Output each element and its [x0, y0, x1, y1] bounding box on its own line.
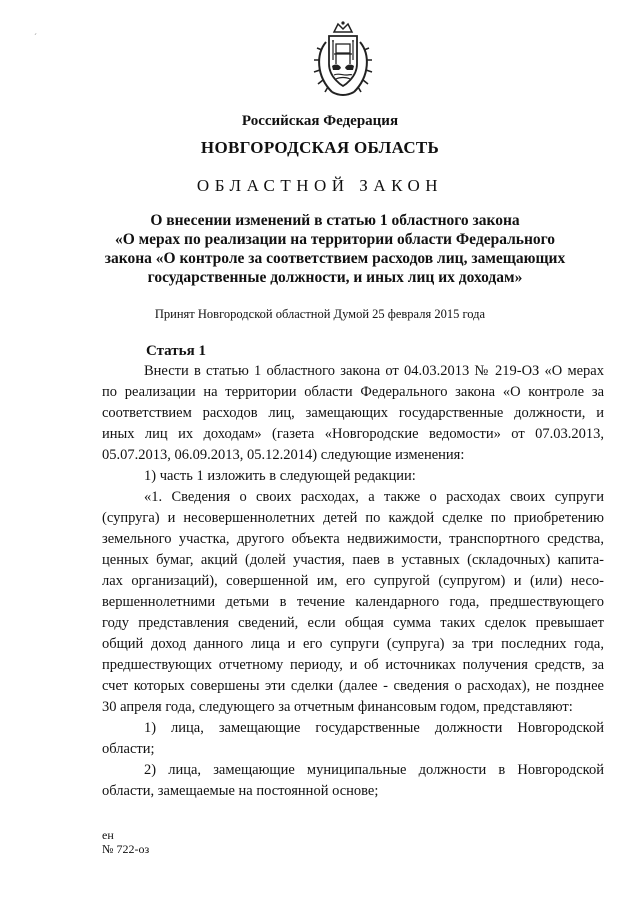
- body-line: по реализации на территории области Федерального закона «О контроле за: [102, 384, 604, 400]
- body-line: Внести в статью 1 областного закона от 04.03.2013 № 219-ОЗ «О мерах: [144, 363, 604, 379]
- oblast-heading: НОВГОРОДСКАЯ ОБЛАСТЬ: [200, 138, 440, 157]
- body-line: соответствием расходов лиц, замещающих государственные должности, и: [102, 405, 604, 421]
- body-line: 30 апреля года, следующего за отчетным финансовым годом, представляют:: [102, 699, 573, 715]
- coat-of-arms-emblem: [312, 20, 374, 102]
- body-line: году представления сведений, если общая сумма таких сделок превышает: [102, 615, 604, 631]
- law-title-line: государственные должности, и иных лиц их доходам»: [147, 269, 523, 286]
- law-title-line: О внесении изменений в статью 1 областного закона: [150, 212, 520, 229]
- body-line: 2) лица, замещающие муниципальные должности в Новгородской: [144, 762, 604, 778]
- scan-mark: ´: [34, 32, 37, 42]
- body-line: общий доход данного лица и его супруги (супруга) за три последних года,: [102, 636, 604, 652]
- body-line: 05.07.2013, 06.09.2013, 05.12.2014) следующие изменения:: [102, 447, 465, 463]
- article-heading: Статья 1: [146, 343, 206, 359]
- document-footer: [102, 828, 149, 856]
- body-line: предшествующих отчетному периоду, и об источниках получения средств, за: [102, 657, 604, 673]
- body-line: 1) лица, замещающие государственные должности Новгородской: [144, 720, 604, 736]
- footer-initials: ен: [102, 828, 114, 842]
- body-line: лах организаций), совершенной им, его супругой (супругом) и (или) несо-: [102, 573, 604, 589]
- article-body: [102, 361, 604, 802]
- federation-heading: Российская Федерация: [241, 113, 399, 129]
- body-line: (супруга) и несовершеннолетних детей по каждой сделке по приобретению: [102, 510, 604, 526]
- body-line: области;: [102, 741, 155, 757]
- body-line: 1) часть 1 изложить в следующей редакции:: [144, 468, 416, 484]
- body-line: «1. Сведения о своих расходах, а также о расходах своих супруги: [144, 489, 604, 505]
- body-line: вершеннолетними детьми в течение календарного года, предшествующего: [102, 594, 604, 610]
- law-title-line: «О мерах по реализации на территории области Федерального: [114, 231, 556, 248]
- law-title-line: закона «О контроле за соответствием расходов лиц, замещающих: [104, 250, 566, 267]
- footer-number: № 722-оз: [102, 842, 150, 856]
- body-line: области, замещаемые на постоянной основе;: [102, 783, 379, 799]
- body-line: земельного участка, другого объекта недвижимости, транспортного средства,: [102, 531, 604, 547]
- body-line: ценных бумаг, акций (долей участия, паев в уставных (складочных) капита-: [102, 552, 604, 568]
- body-line: иных лиц их доходам» (газета «Новгородские ведомости» от 07.03.2013,: [102, 426, 604, 442]
- body-line: счет которых совершены эти сделки (далее - сведения о расходах), не позднее: [102, 678, 604, 694]
- adoption-note: Принят Новгородской областной Думой 25 февраля 2015 года: [154, 307, 486, 321]
- law-type-heading: ОБЛАСТНОЙ ЗАКОН: [196, 176, 444, 195]
- law-title: [70, 211, 600, 287]
